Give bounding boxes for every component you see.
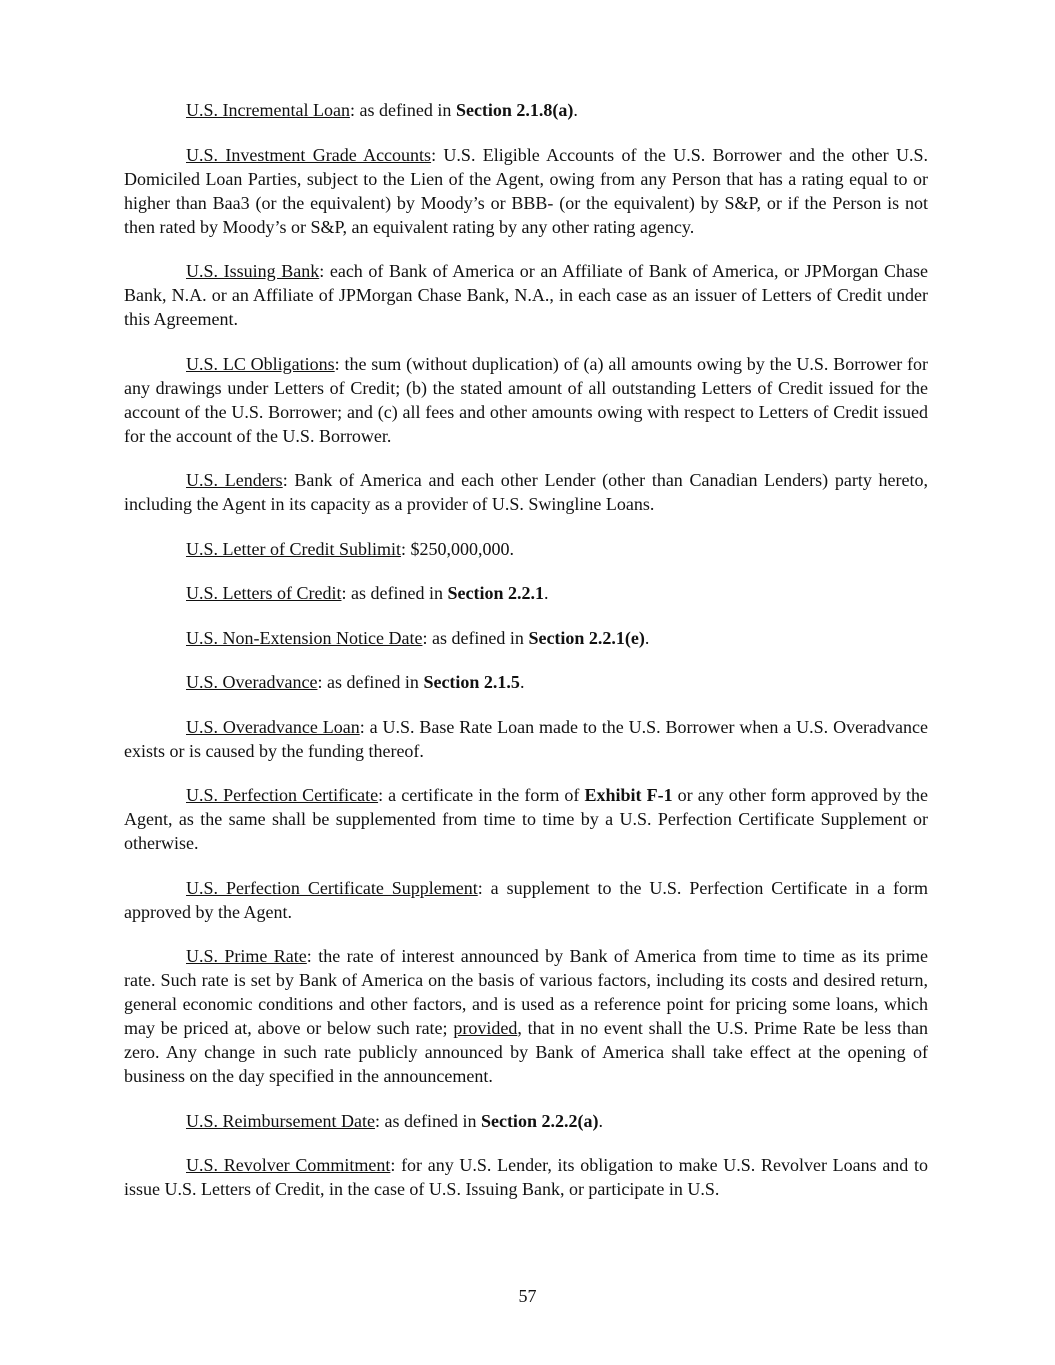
defined-term: U.S. Prime Rate bbox=[186, 946, 307, 966]
definition-text: : as defined in bbox=[422, 627, 529, 648]
definition-text: : each of Bank of America or an Affiliate of Bank of America, or JPMorgan Chase Bank, N.A. or an Affiliate of JPMorgan Chase Bank, N.A., in each case as an issuer of Letters of Credit under this Agreement. bbox=[124, 261, 929, 329]
section-reference: Section 2.2.1 bbox=[447, 583, 544, 603]
definition-text: . bbox=[573, 100, 578, 120]
definition-us-reimbursement-date bbox=[124, 1109, 928, 1133]
definition-text: : for any U.S. Lender, its obligation to make U.S. Revolver Loans and to issue U.S. Letters of Credit, in the case of U.S. Issuing Bank, or participate in U.S. bbox=[124, 1155, 928, 1199]
definition-text: : as defined in bbox=[349, 100, 456, 120]
defined-term: U.S. Letters of Credit bbox=[186, 583, 342, 603]
defined-term: U.S. Non-Extension Notice Date bbox=[186, 627, 423, 648]
document-page bbox=[124, 98, 928, 1222]
definition-us-overadvance bbox=[124, 670, 928, 694]
definition-us-investment-grade-accounts bbox=[124, 143, 928, 239]
definition-us-prime-rate bbox=[124, 944, 928, 1088]
provided-term: provided bbox=[453, 1018, 518, 1038]
definition-text: . bbox=[543, 583, 549, 603]
definition-text: : $250,000,000. bbox=[400, 538, 514, 559]
definition-text: . bbox=[644, 627, 650, 648]
section-reference: Section 2.1.8(a) bbox=[455, 100, 574, 120]
definition-us-lc-obligations bbox=[124, 352, 928, 448]
definition-us-non-extension-notice-date bbox=[124, 626, 928, 650]
defined-term: U.S. LC Obligations bbox=[186, 353, 335, 374]
definition-text: . bbox=[598, 1110, 603, 1131]
definition-text: : as defined in bbox=[341, 583, 448, 603]
definition-us-revolver-commitment bbox=[124, 1153, 928, 1201]
definition-text: , that in no event shall the U.S. Prime Rate be less than zero. Any change in such rate publicly announced by Bank of America shall take effect at the opening of business on the day specified in the announcement. bbox=[124, 1018, 929, 1086]
definition-us-letters-of-credit bbox=[124, 581, 928, 605]
definition-us-issuing-bank bbox=[124, 259, 928, 331]
definition-us-perfection-certificate-supplement bbox=[124, 876, 928, 924]
defined-term: U.S. Revolver Commitment bbox=[186, 1155, 391, 1175]
page-number: 57 bbox=[518, 1286, 537, 1306]
exhibit-reference: Exhibit F-1 bbox=[584, 785, 673, 805]
definition-text: : the sum (without duplication) of (a) all amounts owing by the U.S. Borrower for any drawings under Letters of Credit; (b) the stated amount of all outstanding Letters of Credit issued for the account of the U.S. Borrower; and (c) all fees and other amounts owing with respect to Letters of Credit issued for the account of the U.S. Borrower. bbox=[124, 353, 928, 446]
defined-term: U.S. Overadvance Loan bbox=[186, 716, 360, 737]
defined-term: U.S. Perfection Certificate Supplement bbox=[186, 877, 478, 898]
definition-text: : the rate of interest announced by Bank of America from time to time as its prime rate. Such rate is set by Bank of America on the basis of various factors, including its costs and desired return, general economic conditions and other factors, and is used as a reference point for pricing some loans, which may be priced at, above or below such rate; bbox=[124, 946, 928, 1038]
defined-term: U.S. Incremental Loan bbox=[186, 100, 350, 120]
definition-text: : a U.S. Base Rate Loan made to the U.S. Borrower when a U.S. Overadvance exists or is caused by the funding thereof. bbox=[124, 716, 929, 761]
definition-text: : a certificate in the form of bbox=[378, 785, 585, 805]
definition-text: : U.S. Eligible Accounts of the U.S. Borrower and the other U.S. Domiciled Loan Parties, subject to the Lien of the Agent, owing from any Person that has a rating equal to or higher than Baa3 (or the equivalent) by Moody’s or BBB- (or the equivalent) by S&P, or if the Person is not then rated by Moody’s or S&P, an equivalent rating by any other rating agency. bbox=[124, 144, 929, 237]
definition-text: : a supplement to the U.S. Perfection Certificate in a form approved by the Agent. bbox=[124, 877, 928, 922]
definition-us-incremental-loan bbox=[124, 98, 928, 122]
definition-text: . bbox=[519, 672, 525, 692]
defined-term: U.S. Letter of Credit Sublimit bbox=[186, 538, 401, 559]
defined-term: U.S. Lenders bbox=[186, 470, 283, 490]
definition-text: : Bank of America and each other Lender (other than Canadian Lenders) party hereto, including the Agent in its capacity as a provider of U.S. Swingline Loans. bbox=[124, 470, 928, 514]
section-reference: Section 2.1.5 bbox=[423, 672, 520, 692]
defined-term: U.S. Investment Grade Accounts bbox=[186, 144, 432, 165]
definition-us-letter-of-credit-sublimit bbox=[124, 537, 928, 561]
definition-us-overadvance-loan bbox=[124, 715, 928, 763]
definition-us-perfection-certificate bbox=[124, 783, 928, 855]
definition-text: : as defined in bbox=[317, 672, 424, 692]
section-reference: Section 2.2.1(e) bbox=[528, 627, 645, 648]
defined-term: U.S. Overadvance bbox=[186, 672, 318, 692]
definition-us-lenders bbox=[124, 468, 928, 516]
defined-term: U.S. Issuing Bank bbox=[186, 261, 320, 281]
defined-term: U.S. Perfection Certificate bbox=[186, 785, 379, 805]
defined-term: U.S. Reimbursement Date bbox=[186, 1110, 375, 1131]
definition-text: : as defined in bbox=[374, 1110, 481, 1131]
section-reference: Section 2.2.2(a) bbox=[480, 1110, 599, 1131]
definition-text: or any other form approved by the Agent, as the same shall be supplemented from time to time by a U.S. Perfection Certificate Supplement or otherwise. bbox=[124, 785, 928, 853]
